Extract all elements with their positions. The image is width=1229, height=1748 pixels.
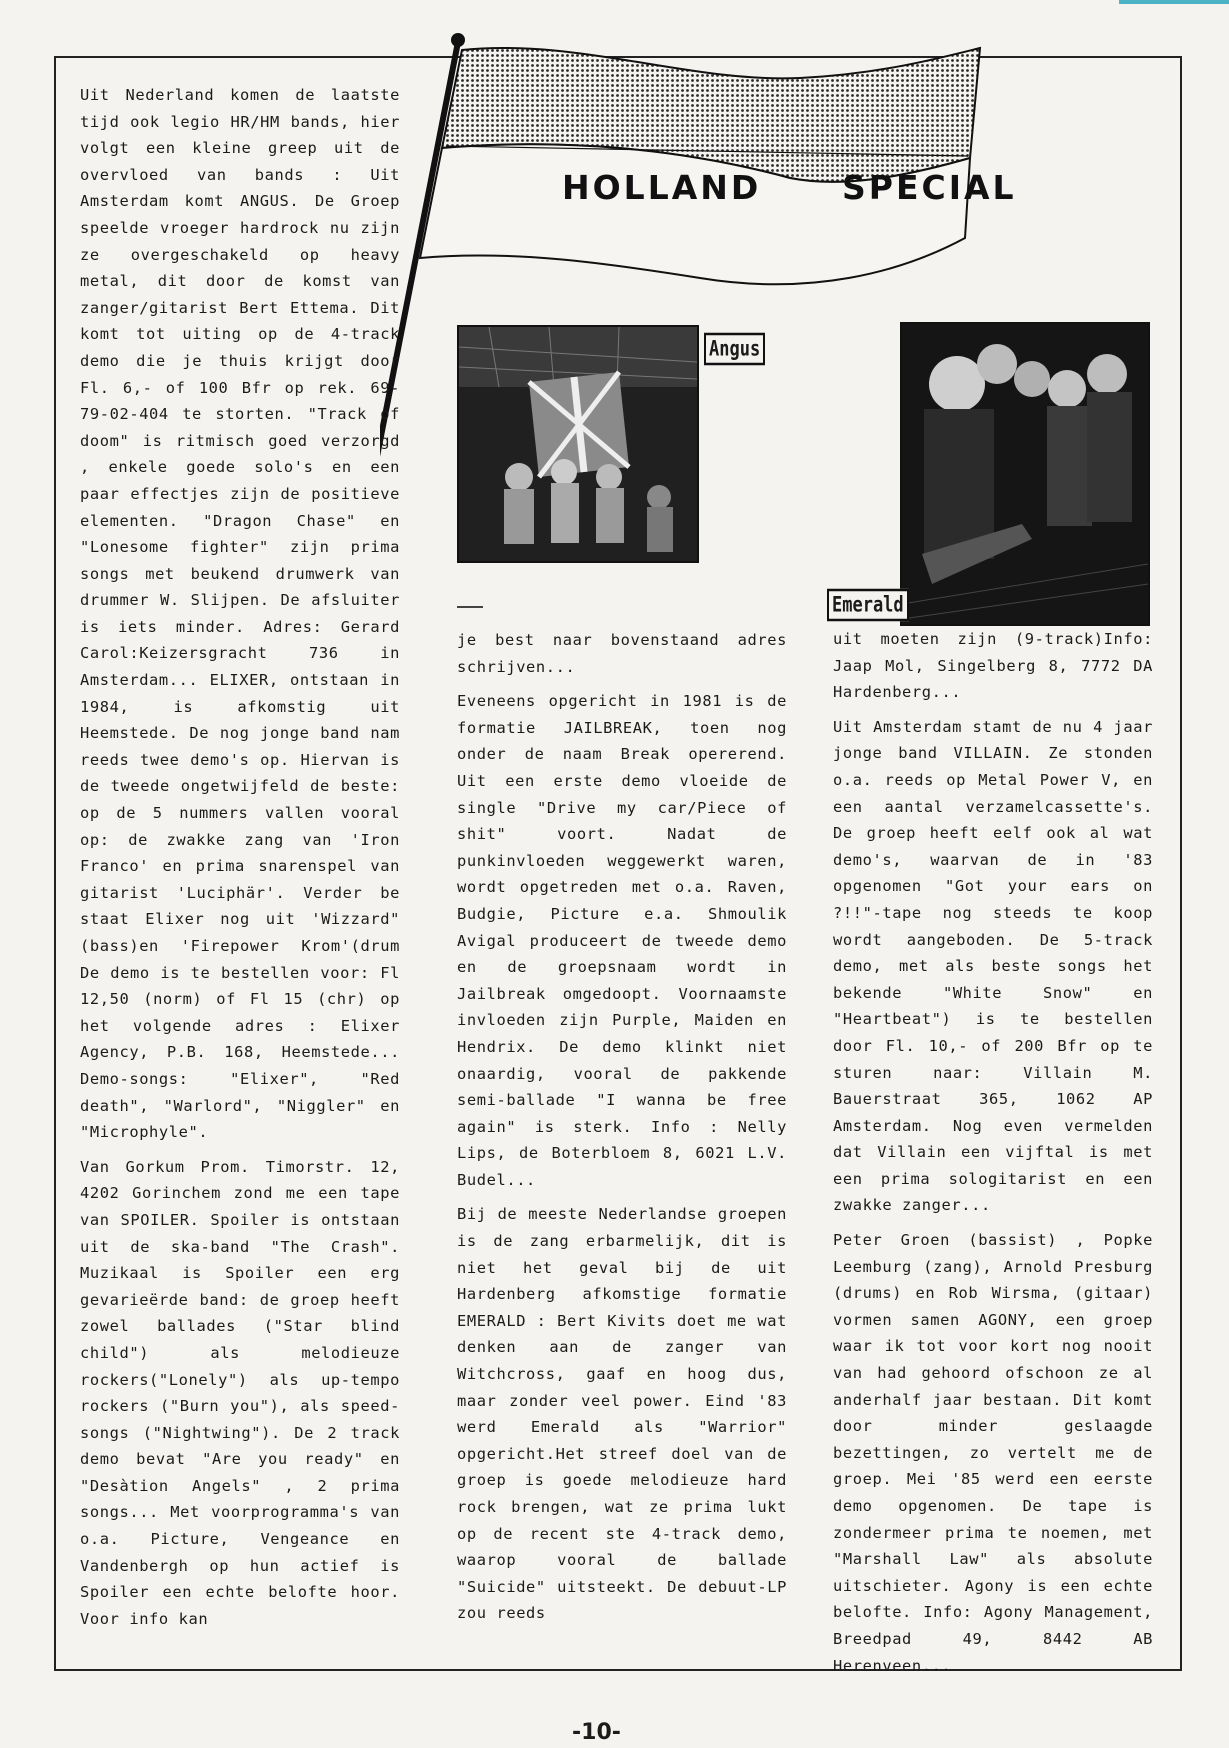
column-start-mark (457, 606, 483, 608)
paragraph: Van Gorkum Prom. Timorstr. 12, 4202 Gorinchem zond me een tape van SPOILER. Spoiler is ontstaan uit de ska-band "The Crash". Muzikaal is Spoiler een erg gevarieërde band: de groep heeft zowel ballades ("Star blind child") als melodieuze rockers("Lonely") als up-tempo rockers ("Burn you"), als speed-songs ("Nightwing"). De 2 track demo bevat "Are you ready" en "Desàtion Angels" , 2 prima songs... Met voorprogramma's van o.a. Picture, Vengeance en Vandenbergh op hun actief is Spoiler een echte belofte hoor. Voor info kan (80, 1157, 400, 1628)
corner-color-mark (1119, 0, 1229, 4)
paragraph: Peter Groen (bassist) , Popke Leemburg (zang), Arnold Presburg (drums) en Rob Wirsma, (gitaar) vormen samen AGONY, een groep waar ik tot voor kort nog nooit van had gehoord ofschoon ze al anderhalf jaar bestaan. Dit komt door minder geslaagde bezettingen, zo vertelt me de groep. Mei '85 werd een eerste demo opgenomen. De tape is zondermeer prima te noemen, met "Marshall Law" als absolute uitschieter. Agony is een echte belofte. Info: Agony Management, Breedpad 49, 8442 AB Herenveen... (833, 1231, 1153, 1675)
paragraph: Bij de meeste Nederlandse groepen is de zang erbarmelijk, dit is niet het geval bij de uit Hardenberg afkomstige formatie EMERALD : Bert Kivits doet me wat denken aan de zanger van Witchcross, gaaf en hoog dus, maar zonder veel power. Eind '83 werd Emerald als "Warrior" opgericht.Het streef doel van de groep is goede melodieuze hard rock brengen, wat ze prima lukt op de recent ste 4-track demo, waarop vooral de ballade "Suicide" uitsteekt. De debuut-LP zou reeds (457, 1205, 787, 1623)
paragraph: Eveneens opgericht in 1981 is de formatie JAILBREAK, toen nog onder de naam Break opererend. Uit een erste demo vloeide de single "Drive my car/Piece of shit" voort. Nadat de punkinvloeden weggewerkt waren, wordt opgetreden met o.a. Raven, Budgie, Picture e.a. Shmoulik Avigal produceert de tweede demo en de groepsnaam wordt in Jailbreak omgedoopt. Voornaamste invloeden zijn Purple, Maiden en Hendrix. De demo klinkt niet onaardig, vooral de pakkende semi-ballade "I wanna be free again" is sterk. Info : Nelly Lips, de Boterbloem 8, 6021 L.V. Budel... (457, 692, 787, 1189)
title-holland: HOLLAND (562, 168, 762, 207)
angus-band-photo (457, 325, 699, 563)
paragraph: Uit Nederland komen de laatste tijd ook legio HR/HM bands, hier volgt een kleine greep uit de overvloed van bands : Uit Amsterdam komt ANGUS. De Groep speelde vroeger hardrock nu zijn ze overgeschakeld op heavy metal, dit door de komst van zanger/gitarist Bert Ettema. Dit komt tot uiting op de 4-track demo die je thuis krijgt door Fl. 6,- of 100 Bfr op rek. 69-79-02-404 te storten. "Track of doom" is ritmisch goed verzorgd , enkele goede solo's en een paar effectjes zijn de positieve elementen. "Dragon Chase" en "Lonesome fighter" zijn prima songs met beukend drumwerk van drummer W. Slijpen. De afsluiter is iets minder. Adres: Gerard Carol:Keizersgracht 736 in Amsterdam... ELIXER, ontstaan in 1984, is afkomstig uit Heemstede. De nog jonge band nam reeds twee demo's op. Hiervan is de tweede ongetwijfeld de beste: op de 5 nummers vallen vooral op: de zwakke zang van 'Iron Franco' en prima snarenspel van gitarist 'Luciphär'. Verder be staat Elixer nog uit 'Wizzard" (bass)en 'Firepower Krom'(drum De demo is te bestellen voor: Fl 12,50 (norm) of Fl 15 (chr) op het volgende adres : Elixer Agency, P.B. 168, Heemstede... Demo-songs: "Elixer", "Red death", "Warlord", "Niggler" en "Microphyle". (80, 86, 400, 1142)
angus-caption: Angus (704, 333, 765, 366)
page-number: -10- (572, 1720, 621, 1745)
emerald-caption: Emerald (827, 589, 909, 622)
paragraph: je best naar bovenstaand adres schrijven... (457, 631, 787, 676)
paragraph: uit moeten zijn (9-track)Info: Jaap Mol, Singelberg 8, 7772 DA Hardenberg... (833, 630, 1153, 702)
emerald-band-photo (900, 322, 1150, 626)
title-special: SPECIAL (842, 168, 1017, 207)
article-column-3 (833, 626, 1153, 1687)
article-column-1 (80, 82, 400, 1640)
article-column-2 (457, 627, 787, 1635)
paragraph: Uit Amsterdam stamt de nu 4 jaar jonge band VILLAIN. Ze stonden o.a. reeds op Metal Power V, en een aantal verzamelcassette's. De groep heeft eelf ook al wat demo's, waarvan de in '83 opgenomen "Got your ears on ?!!"-tape nog steeds te koop wordt aangeboden. De 5-track demo, met als beste songs het bekende "White Snow" en "Heartbeat") is te bestellen door Fl. 10,- of 200 Bfr op te sturen naar: Villain M. Bauerstraat 365, 1062 AP Amsterdam. Nog even vermelden dat Villain een vijftal is met een prima sologitarist en een zwakke zanger... (833, 717, 1153, 1215)
